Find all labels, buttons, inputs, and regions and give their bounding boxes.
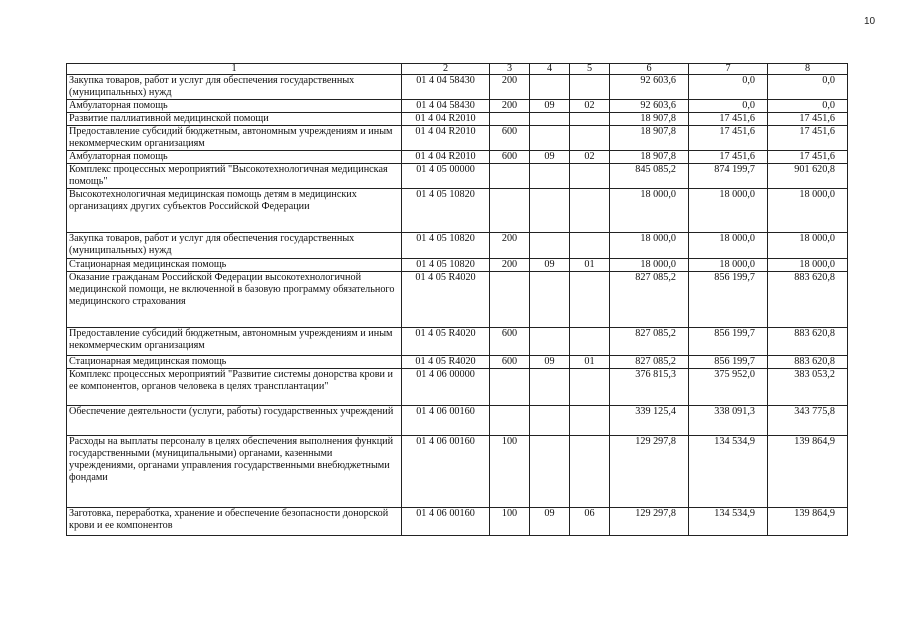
- row-value-2025-cell: 18 000,0: [689, 259, 768, 272]
- row-name-cell: Высокотехнологичная медицинская помощь детям в медицинских организациях других субъектов Российской Федерации: [67, 189, 402, 233]
- row-code-cell: 01 4 04 R2010: [402, 113, 490, 126]
- row-value-2024-cell: 845 085,2: [610, 164, 689, 189]
- row-code-cell: 01 4 05 R4020: [402, 328, 490, 356]
- row-rz-cell: [530, 328, 570, 356]
- row-name-cell: Комплекс процессных мероприятий "Развитие системы донорства крови и ее компонентов, органов человека в целях трансплантации": [67, 369, 402, 406]
- row-vr-cell: 200: [490, 75, 530, 100]
- table-row: [67, 272, 848, 328]
- row-rz-cell: [530, 126, 570, 151]
- table-row: [67, 100, 848, 113]
- row-value-2024-cell: 18 000,0: [610, 189, 689, 233]
- row-value-2026-cell: 0,0: [768, 100, 848, 113]
- row-value-2025-cell: 856 199,7: [689, 356, 768, 369]
- row-value-2024-cell: 92 603,6: [610, 75, 689, 100]
- header-cell: 2: [402, 64, 490, 75]
- row-rz-cell: 09: [530, 508, 570, 536]
- table-row: [67, 164, 848, 189]
- row-value-2026-cell: 883 620,8: [768, 272, 848, 328]
- row-name-cell: Обеспечение деятельности (услуги, работы) государственных учреждений: [67, 406, 402, 436]
- table-row: [67, 328, 848, 356]
- row-pr-cell: [570, 233, 610, 259]
- row-value-2024-cell: 129 297,8: [610, 508, 689, 536]
- row-rz-cell: [530, 189, 570, 233]
- row-pr-cell: [570, 406, 610, 436]
- row-vr-cell: 600: [490, 151, 530, 164]
- row-vr-cell: 200: [490, 259, 530, 272]
- header-cell: 4: [530, 64, 570, 75]
- row-rz-cell: 09: [530, 259, 570, 272]
- row-vr-cell: 100: [490, 508, 530, 536]
- row-name-cell: Предоставление субсидий бюджетным, автономным учреждениям и иным некоммерческим организациям: [67, 328, 402, 356]
- row-name-cell: Амбулаторная помощь: [67, 151, 402, 164]
- header-row: [67, 64, 848, 75]
- row-value-2024-cell: 18 000,0: [610, 259, 689, 272]
- row-pr-cell: 02: [570, 151, 610, 164]
- row-name-cell: Предоставление субсидий бюджетным, автономным учреждениям и иным некоммерческим организациям: [67, 126, 402, 151]
- row-name-cell: Расходы на выплаты персоналу в целях обеспечения выполнения функций государственными (муниципальными) органами, казенными учреждениями, органами управления государственными внебюджетными фондами: [67, 436, 402, 508]
- row-vr-cell: [490, 189, 530, 233]
- row-name-cell: Заготовка, переработка, хранение и обеспечение безопасности донорской крови и ее компонентов: [67, 508, 402, 536]
- row-pr-cell: 01: [570, 259, 610, 272]
- row-name-cell: Амбулаторная помощь: [67, 100, 402, 113]
- table-row: [67, 406, 848, 436]
- row-value-2025-cell: 134 534,9: [689, 436, 768, 508]
- row-vr-cell: 600: [490, 328, 530, 356]
- row-pr-cell: [570, 436, 610, 508]
- row-value-2025-cell: 856 199,7: [689, 328, 768, 356]
- row-rz-cell: [530, 369, 570, 406]
- row-rz-cell: [530, 406, 570, 436]
- row-code-cell: 01 4 04 58430: [402, 100, 490, 113]
- table-row: [67, 369, 848, 406]
- row-code-cell: 01 4 05 10820: [402, 189, 490, 233]
- row-value-2024-cell: 376 815,3: [610, 369, 689, 406]
- row-pr-cell: 06: [570, 508, 610, 536]
- table-row: [67, 151, 848, 164]
- row-value-2026-cell: 0,0: [768, 75, 848, 100]
- row-code-cell: 01 4 05 R4020: [402, 356, 490, 369]
- header-cell: 8: [768, 64, 848, 75]
- row-rz-cell: 09: [530, 356, 570, 369]
- row-code-cell: 01 4 05 R4020: [402, 272, 490, 328]
- row-value-2025-cell: 18 000,0: [689, 189, 768, 233]
- row-value-2025-cell: 375 952,0: [689, 369, 768, 406]
- row-value-2026-cell: 901 620,8: [768, 164, 848, 189]
- row-code-cell: 01 4 05 00000: [402, 164, 490, 189]
- row-code-cell: 01 4 05 10820: [402, 233, 490, 259]
- table-row: [67, 189, 848, 233]
- row-rz-cell: [530, 75, 570, 100]
- row-pr-cell: [570, 126, 610, 151]
- row-rz-cell: [530, 436, 570, 508]
- header-cell: 3: [490, 64, 530, 75]
- row-value-2026-cell: 17 451,6: [768, 151, 848, 164]
- row-code-cell: 01 4 04 R2010: [402, 151, 490, 164]
- budget-table: [66, 63, 848, 536]
- row-name-cell: Закупка товаров, работ и услуг для обеспечения государственных (муниципальных) нужд: [67, 75, 402, 100]
- row-name-cell: Стационарная медицинская помощь: [67, 356, 402, 369]
- row-code-cell: 01 4 04 58430: [402, 75, 490, 100]
- header-cell: 1: [67, 64, 402, 75]
- row-value-2025-cell: 17 451,6: [689, 126, 768, 151]
- row-value-2024-cell: 129 297,8: [610, 436, 689, 508]
- row-value-2025-cell: 0,0: [689, 75, 768, 100]
- row-pr-cell: 02: [570, 100, 610, 113]
- row-value-2026-cell: 383 053,2: [768, 369, 848, 406]
- row-vr-cell: 200: [490, 100, 530, 113]
- row-pr-cell: [570, 189, 610, 233]
- row-code-cell: 01 4 04 R2010: [402, 126, 490, 151]
- row-name-cell: Оказание гражданам Российской Федерации высокотехнологичной медицинской помощи, не включенной в базовую программу обязательного медицинского страхования: [67, 272, 402, 328]
- row-code-cell: 01 4 06 00000: [402, 369, 490, 406]
- row-vr-cell: 100: [490, 436, 530, 508]
- row-value-2026-cell: 18 000,0: [768, 259, 848, 272]
- row-vr-cell: 600: [490, 356, 530, 369]
- row-value-2026-cell: 17 451,6: [768, 126, 848, 151]
- row-rz-cell: 09: [530, 151, 570, 164]
- row-value-2025-cell: 17 451,6: [689, 113, 768, 126]
- row-code-cell: 01 4 06 00160: [402, 436, 490, 508]
- row-value-2024-cell: 827 085,2: [610, 356, 689, 369]
- row-vr-cell: 600: [490, 126, 530, 151]
- row-rz-cell: [530, 164, 570, 189]
- table-row: [67, 75, 848, 100]
- row-value-2025-cell: 17 451,6: [689, 151, 768, 164]
- row-pr-cell: [570, 369, 610, 406]
- row-name-cell: Стационарная медицинская помощь: [67, 259, 402, 272]
- row-code-cell: 01 4 06 00160: [402, 508, 490, 536]
- table-row: [67, 233, 848, 259]
- row-pr-cell: [570, 164, 610, 189]
- row-rz-cell: [530, 272, 570, 328]
- row-value-2025-cell: 338 091,3: [689, 406, 768, 436]
- row-value-2026-cell: 18 000,0: [768, 233, 848, 259]
- row-rz-cell: 09: [530, 100, 570, 113]
- row-value-2026-cell: 883 620,8: [768, 356, 848, 369]
- row-name-cell: Развитие паллиативной медицинской помощи: [67, 113, 402, 126]
- row-pr-cell: [570, 272, 610, 328]
- row-rz-cell: [530, 233, 570, 259]
- row-pr-cell: [570, 75, 610, 100]
- row-pr-cell: [570, 113, 610, 126]
- table-row: [67, 508, 848, 536]
- row-pr-cell: 01: [570, 356, 610, 369]
- table-body: [67, 75, 848, 536]
- row-value-2026-cell: 139 864,9: [768, 508, 848, 536]
- table-row: [67, 436, 848, 508]
- row-vr-cell: [490, 113, 530, 126]
- row-code-cell: 01 4 06 00160: [402, 406, 490, 436]
- row-value-2024-cell: 18 000,0: [610, 233, 689, 259]
- row-value-2024-cell: 339 125,4: [610, 406, 689, 436]
- row-value-2024-cell: 827 085,2: [610, 272, 689, 328]
- row-vr-cell: [490, 369, 530, 406]
- row-value-2025-cell: 856 199,7: [689, 272, 768, 328]
- row-pr-cell: [570, 328, 610, 356]
- row-value-2024-cell: 92 603,6: [610, 100, 689, 113]
- table-row: [67, 113, 848, 126]
- row-vr-cell: [490, 406, 530, 436]
- row-rz-cell: [530, 113, 570, 126]
- row-value-2026-cell: 18 000,0: [768, 189, 848, 233]
- row-value-2026-cell: 883 620,8: [768, 328, 848, 356]
- table-row: [67, 259, 848, 272]
- row-vr-cell: [490, 164, 530, 189]
- row-name-cell: Закупка товаров, работ и услуг для обеспечения государственных (муниципальных) нужд: [67, 233, 402, 259]
- row-value-2025-cell: 18 000,0: [689, 233, 768, 259]
- row-value-2024-cell: 18 907,8: [610, 126, 689, 151]
- row-value-2025-cell: 0,0: [689, 100, 768, 113]
- table-row: [67, 126, 848, 151]
- row-value-2025-cell: 874 199,7: [689, 164, 768, 189]
- row-value-2025-cell: 134 534,9: [689, 508, 768, 536]
- row-vr-cell: 200: [490, 233, 530, 259]
- row-value-2026-cell: 17 451,6: [768, 113, 848, 126]
- table-row: [67, 356, 848, 369]
- row-name-cell: Комплекс процессных мероприятий "Высокотехнологичная медицинская помощь": [67, 164, 402, 189]
- row-value-2024-cell: 18 907,8: [610, 113, 689, 126]
- page-number: 10: [864, 16, 876, 27]
- header-cell: 7: [689, 64, 768, 75]
- row-code-cell: 01 4 05 10820: [402, 259, 490, 272]
- row-vr-cell: [490, 272, 530, 328]
- row-value-2024-cell: 18 907,8: [610, 151, 689, 164]
- row-value-2026-cell: 139 864,9: [768, 436, 848, 508]
- header-cell: 5: [570, 64, 610, 75]
- header-cell: 6: [610, 64, 689, 75]
- row-value-2026-cell: 343 775,8: [768, 406, 848, 436]
- row-value-2024-cell: 827 085,2: [610, 328, 689, 356]
